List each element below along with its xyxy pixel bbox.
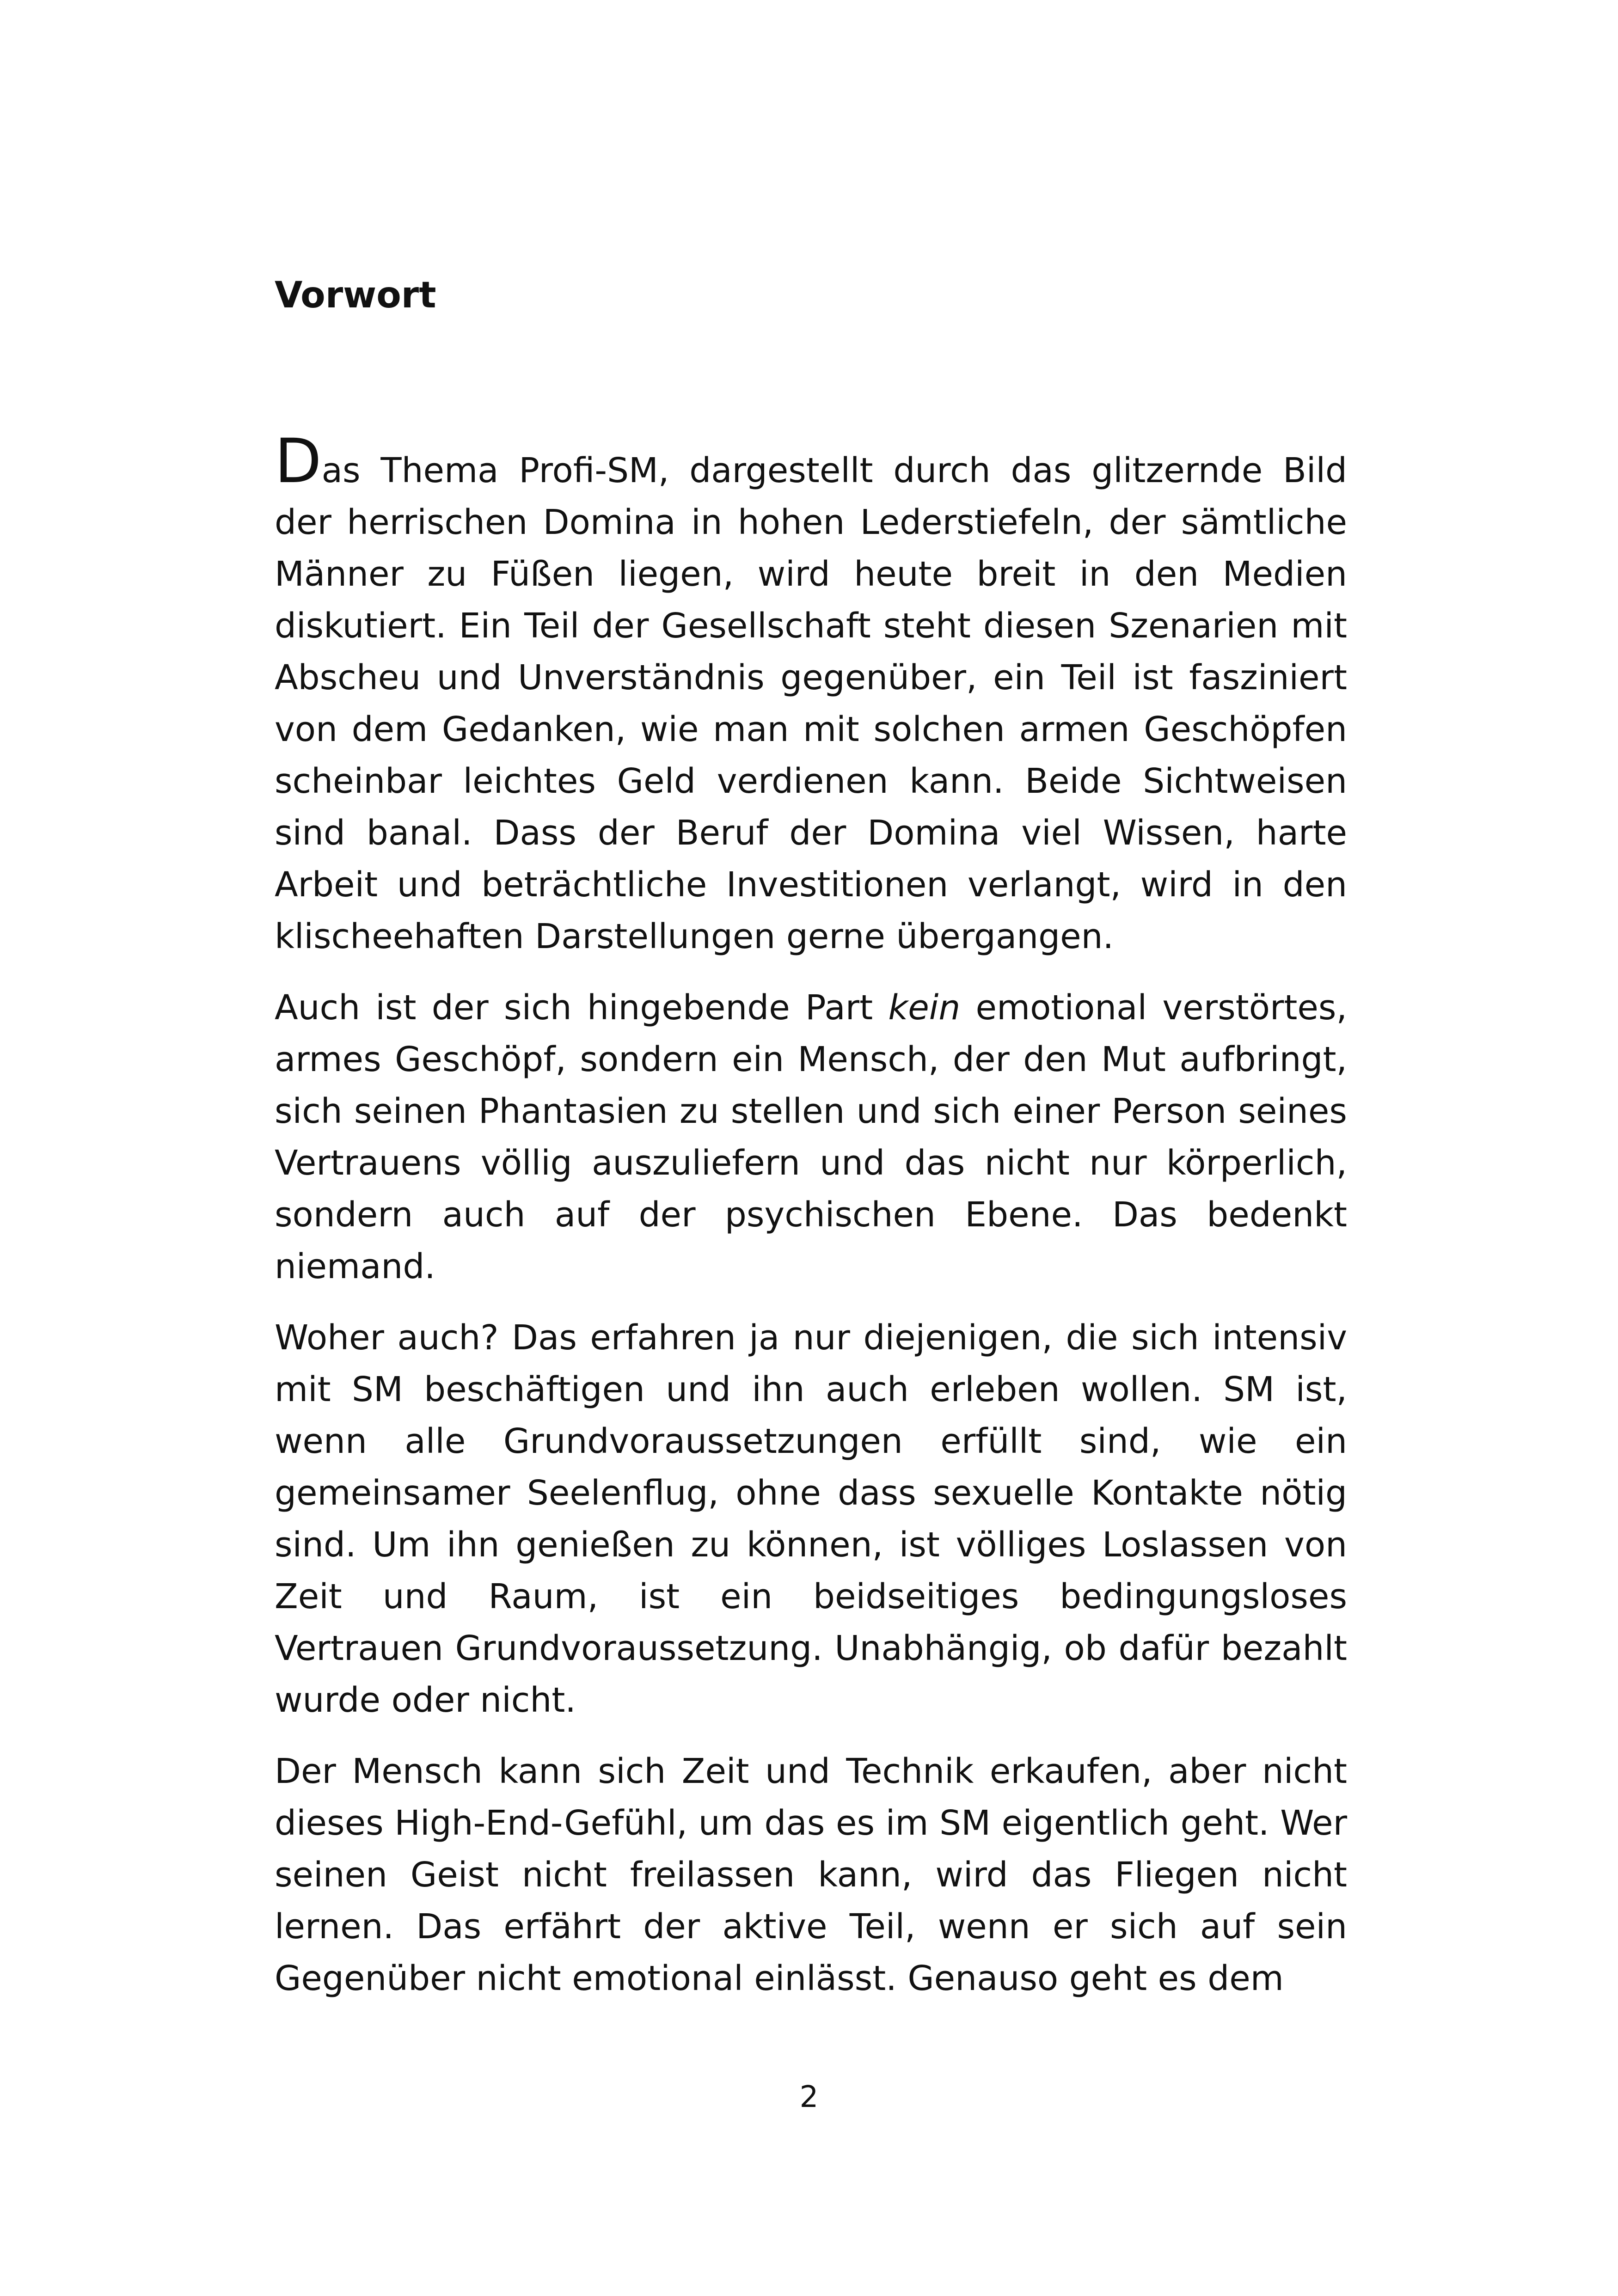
paragraph-2-emphasis: kein [888, 988, 961, 1028]
drop-cap-letter: D [275, 426, 322, 497]
paragraph-2 [275, 982, 1347, 1292]
paragraph-1 [275, 426, 1347, 962]
body-text [275, 426, 1348, 2024]
paragraph-1-text: as Thema Profi-SM, dargestellt durch das glitzernde Bild der herrischen Domina in hohen Lederstiefeln, der sämtliche Männer zu Füßen liegen, wird heute breit in den Medien diskutiert. Ein Teil der Gesellschaft steht diesen Szenarien mit Abscheu und Unverständnis gegenüber, ein Teil ist fasziniert von dem Gedanken, wie man mit solchen armen Geschöpfen scheinbar leichtes Geld verdienen kann. Beide Sichtweisen sind banal. Dass der Beruf der Domina viel Wissen, harte Arbeit und beträchtliche Investitionen verlangt, wird in den klischeehaften Darstellungen gerne übergangen. [275, 451, 1347, 956]
paragraph-4 [275, 1745, 1347, 2004]
paragraph-3 [275, 1312, 1347, 1726]
paragraph-4-text: Der Mensch kann sich Zeit und Technik erkaufen, aber nicht dieses High-End-Gefühl, um das es im SM eigentlich geht. Wer seinen Geist nicht freilassen kann, wird das Fliegen nicht lernen. Das erfährt der aktive Teil, wenn er sich auf sein Gegenüber nicht emotional einlässt. Genauso geht es dem [275, 1751, 1347, 1998]
page-heading: Vorwort [275, 275, 436, 316]
paragraph-2-text-before: Auch ist der sich hingebende Part [275, 988, 889, 1028]
page-number: 2 [799, 2080, 819, 2114]
paragraph-3-text: Woher auch? Das erfahren ja nur diejenigen, die sich intensiv mit SM beschäftigen und ihn auch erleben wollen. SM ist, wenn alle Grundvoraussetzungen erfüllt sind, wie ein gemeinsamer Seelenflug, ohne dass sexuelle Kontakte nötig sind. Um ihn genießen zu können, ist völliges Loslassen von Zeit und Raum, ist ein beidseitiges bedingungsloses Vertrauen Grundvoraussetzung. Unabhängig, ob dafür bezahlt wurde oder nicht. [275, 1318, 1347, 1720]
paragraph-2-text-after: emotional verstörtes, armes Geschöpf, sondern ein Mensch, der den Mut aufbringt, sich seinen Phantasien zu stellen und sich einer Person seines Vertrauens völlig auszuliefern und das nicht nur körperlich, sondern auch auf der psychischen Ebene. Das bedenkt niemand. [275, 988, 1348, 1286]
